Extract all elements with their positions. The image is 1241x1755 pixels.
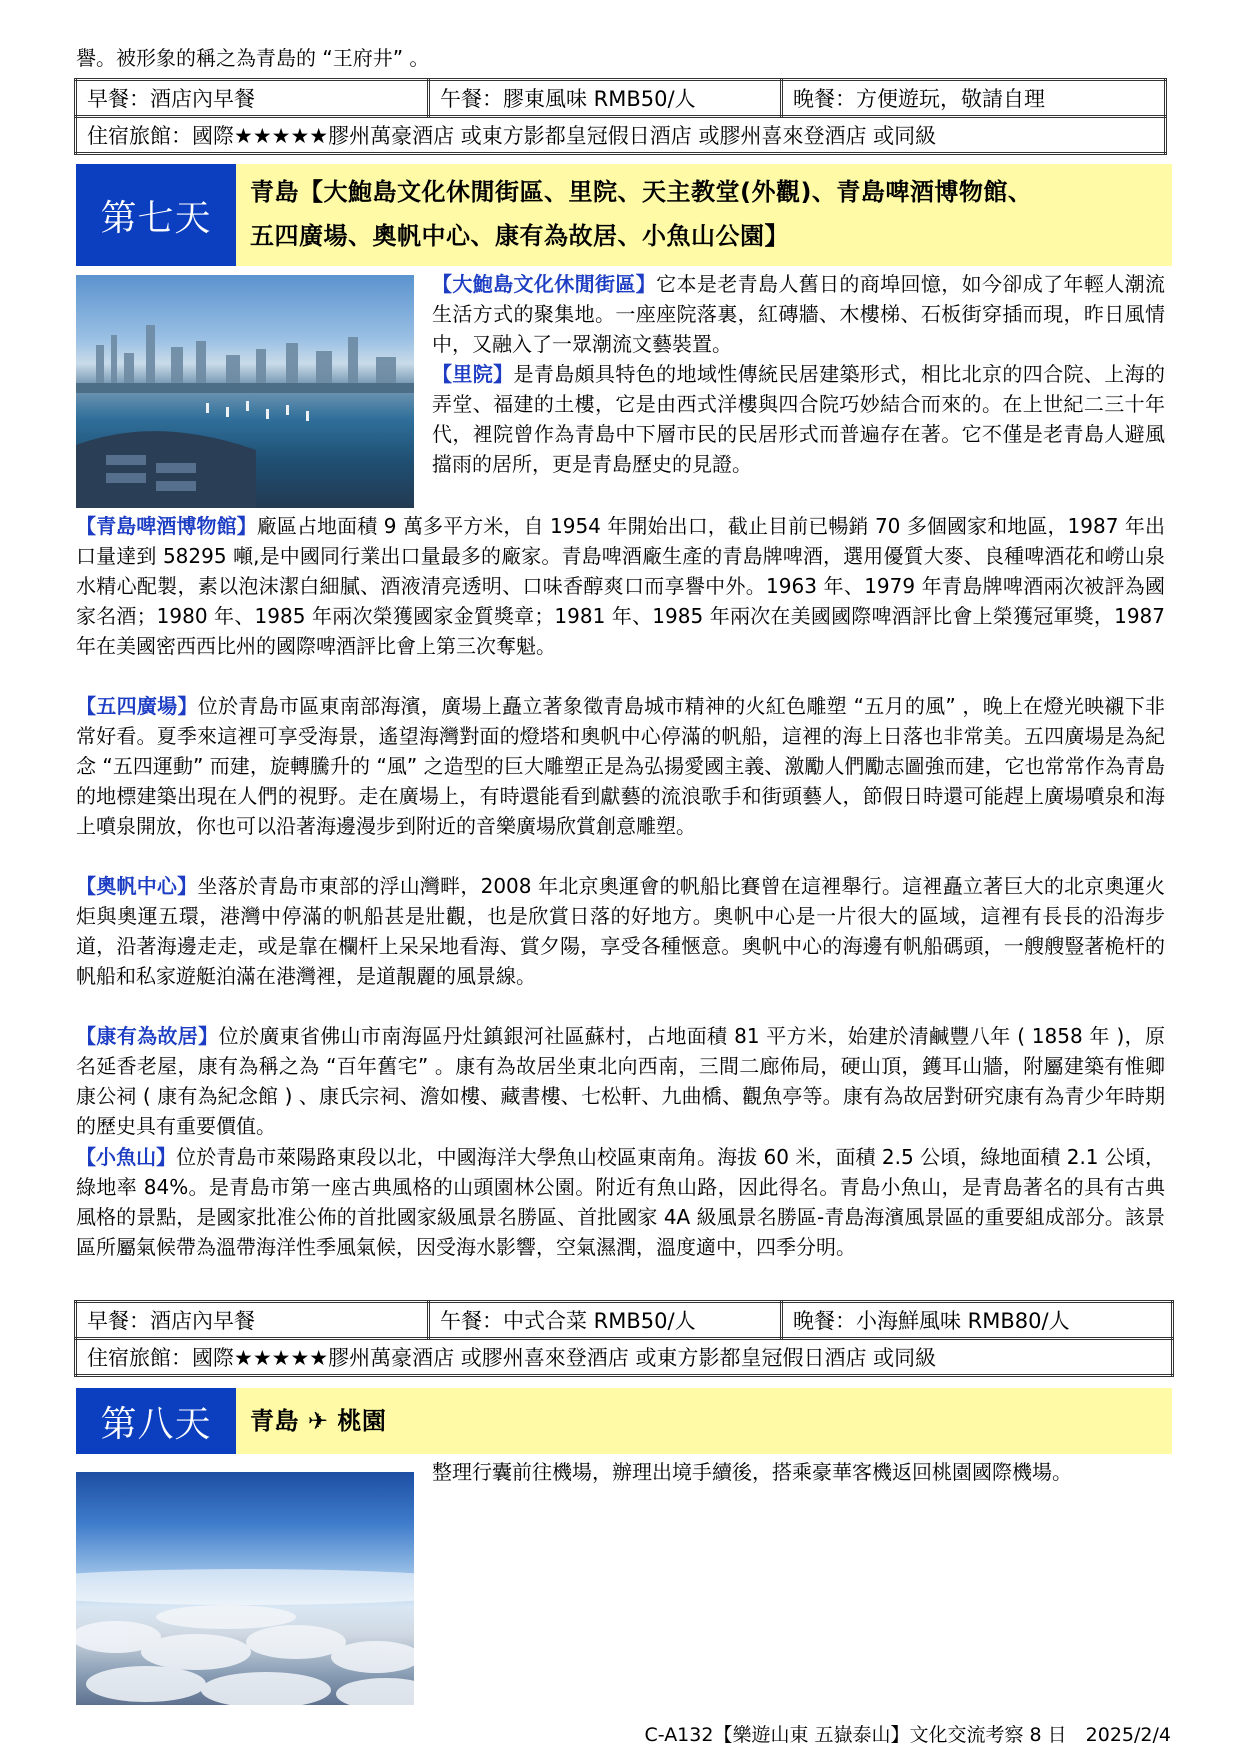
may-fourth-square-text: 位於青島市區東南部海濱，廣場上矗立著象徵青島城市精神的火紅色雕塑 “五月的風” ，晚上在燈光映襯下非常好看。夏季來這裡可享受海景，遙望海灣對面的燈塔和奧帆中心停滿的帆船，這裡的海上日落也非常美。五四廣場是為紀念 “五四運動” 而建，旋轉騰升的 “風” 之造型的巨大雕塑正是為弘揚愛國主義、激勵人們勵志圖強而建，它也常常作為青島的地標建築出現在人們的視野。走在廣場上，有時還能看到獻藝的流浪歌手和街頭藝人，節假日時還可能趕上廣場噴泉和海上噴泉開放，你也可以沿著海邊漫步到附近的音樂廣場欣賞創意雕塑。 — [76, 694, 1166, 838]
beer-museum-label: 【青島啤酒博物館】 — [76, 514, 257, 538]
daibao-island-text: 它本是老青島人舊日的商埠回憶，如今卻成了年輕人潮流生活方式的聚集地。一座座院落裏，紅磚牆、木樓梯、石板街穿插而現，昨日風情中，又融入了一眾潮流文藝裝置。 — [432, 272, 1166, 356]
day8-title: 青島 ✈ 桃園 — [236, 1388, 1172, 1454]
kang-youwei-label: 【康有為故居】 — [76, 1024, 219, 1048]
lunch-cell: 午餐：中式合菜 RMB50/人 — [429, 1302, 782, 1339]
day7-title-line1: 青島【大鮑島文化休閒街區、里院、天主教堂(外觀)、青島啤酒博物館、 — [250, 178, 1033, 206]
olympic-sailing-section — [76, 871, 1165, 991]
dinner-cell: 晚餐：小海鮮風味 RMB80/人 — [782, 1302, 1173, 1339]
may-fourth-square-label: 【五四廣場】 — [76, 694, 198, 718]
olympic-sailing-text: 坐落於青島市東部的浮山灣畔，2008 年北京奧運會的帆船比賽曾在這裡舉行。這裡矗立著巨大的北京奧運火炬與奧運五環，港灣中停滿的帆船甚是壯觀，也是欣賞日落的好地方。奧帆中心是一片很大的區域，這裡有長長的沿海步道，沿著海邊走走，或是靠在欄杆上呆呆地看海、賞夕陽，享受各種愜意。奧帆中心的海邊有帆船碼頭，一艘艘豎著桅杆的帆船和私家遊艇泊滿在港灣裡，是道靚麗的風景線。 — [76, 874, 1165, 988]
day8-badge: 第八天 — [76, 1388, 236, 1454]
liyuan-section — [432, 359, 1165, 479]
xiaoyushan-label: 【小魚山】 — [76, 1145, 177, 1169]
day7-badge: 第七天 — [76, 164, 236, 266]
beer-museum-section — [76, 511, 1165, 661]
qingdao-harbor-photo — [76, 275, 414, 508]
page-footer: C-A132【樂遊山東 五嶽泰山】文化交流考察 8 日 2025/2/4 — [644, 1724, 1171, 1746]
daibao-island-section — [432, 269, 1165, 359]
kang-youwei-text: 位於廣東省佛山市南海區丹灶鎮銀河社區蘇村，占地面積 81 平方米，始建於清鹹豐八年 ( 1858 年 )，原名延香老屋，康有為稱之為 “百年舊宅” 。康有為故居坐東北向西南，三間二廊佈局，硬山頂，鑊耳山牆，附屬建築有惟卿康公祠 ( 康有為紀念館 ) 、康氏宗祠、澹如樓、藏書樓、七松軒、九曲橋、觀魚亭等。康有為故居對研究康有為青少年時期的歷史具有重要價值。 — [76, 1024, 1165, 1138]
day7-title — [236, 164, 1172, 266]
liyuan-text: 是青島頗具特色的地域性傳統民居建築形式，相比北京的四合院、上海的弄堂、福建的土樓，它是由西式洋樓與四合院巧妙結合而來的。在上世紀二三十年代，裡院曾作為青島中下層市民的民居形式而普遍存在著。它不僅是老青島人避風擋雨的居所，更是青島歷史的見證。 — [432, 362, 1166, 476]
day7-meals-table — [74, 1300, 1174, 1377]
sky-clouds-photo — [76, 1472, 414, 1705]
breakfast-cell: 早餐：酒店內早餐 — [76, 1302, 429, 1339]
hotel-cell: 住宿旅館：國際★★★★★膠州萬豪酒店 或膠州喜來登酒店 或東方影都皇冠假日酒店 或同級 — [76, 1339, 1173, 1376]
day7-header — [76, 164, 1172, 266]
dinner-cell: 晚餐：方便遊玩，敬請自理 — [782, 80, 1166, 117]
day7-title-line2: 五四廣場、奧帆中心、康有為故居、小魚山公園】 — [250, 222, 789, 250]
breakfast-cell: 早餐：酒店內早餐 — [76, 80, 429, 117]
xiaoyushan-section — [76, 1142, 1165, 1262]
day6-meals-table — [74, 78, 1167, 155]
lunch-cell: 午餐：膠東風味 RMB50/人 — [429, 80, 782, 117]
xiaoyushan-text: 位於青島市萊陽路東段以北，中國海洋大學魚山校區東南角。海拔 60 米，面積 2.5 公頃，綠地面積 2.1 公頃，綠地率 84%。是青島市第一座古典風格的山頭園林公園。附近有魚山路，因此得名。青島小魚山，是青島著名的具有古典風格的景點，是國家批准公佈的首批國家級風景名勝區、首批國家 4A 級風景名勝區-青島海濱風景區的重要組成部分。該景區所屬氣候帶為溫帶海洋性季風氣候，因受海水影響，空氣濕潤，溫度適中，四季分明。 — [76, 1145, 1165, 1259]
may-fourth-square-section — [76, 691, 1165, 841]
kang-youwei-section — [76, 1021, 1165, 1141]
hotel-cell: 住宿旅館：國際★★★★★膠州萬豪酒店 或東方影都皇冠假日酒店 或膠州喜來登酒店 或同級 — [76, 117, 1166, 154]
beer-museum-text: 廠區占地面積 9 萬多平方米，自 1954 年開始出口，截止目前已暢銷 70 多個國家和地區，1987 年出口量達到 58295 噸,是中國同行業出口量最多的廠家。青島啤酒廠生產的青島牌啤酒，選用優質大麥、良種啤酒花和嶗山泉水精心配製，素以泡沫潔白細膩、酒液清亮透明、口味香醇爽口而享譽中外。1963 年、1979 年青島牌啤酒兩次被評為國家名酒；1980 年、1985 年兩次榮獲國家金質獎章；1981 年、1985 年兩次在美國國際啤酒評比會上榮獲冠軍獎，1987 年在美國密西西比州的國際啤酒評比會上第三次奪魁。 — [76, 514, 1165, 658]
intro-line: 譽。被形象的稱之為青島的 “王府井” 。 — [76, 46, 430, 70]
liyuan-label: 【里院】 — [432, 362, 514, 386]
day8-header — [76, 1388, 1172, 1454]
olympic-sailing-label: 【奧帆中心】 — [76, 874, 198, 898]
daibao-island-label: 【大鮑島文化休閒街區】 — [432, 272, 657, 296]
day8-description: 整理行囊前往機場，辦理出境手續後，搭乘豪華客機返回桃園國際機場。 — [432, 1460, 1072, 1484]
